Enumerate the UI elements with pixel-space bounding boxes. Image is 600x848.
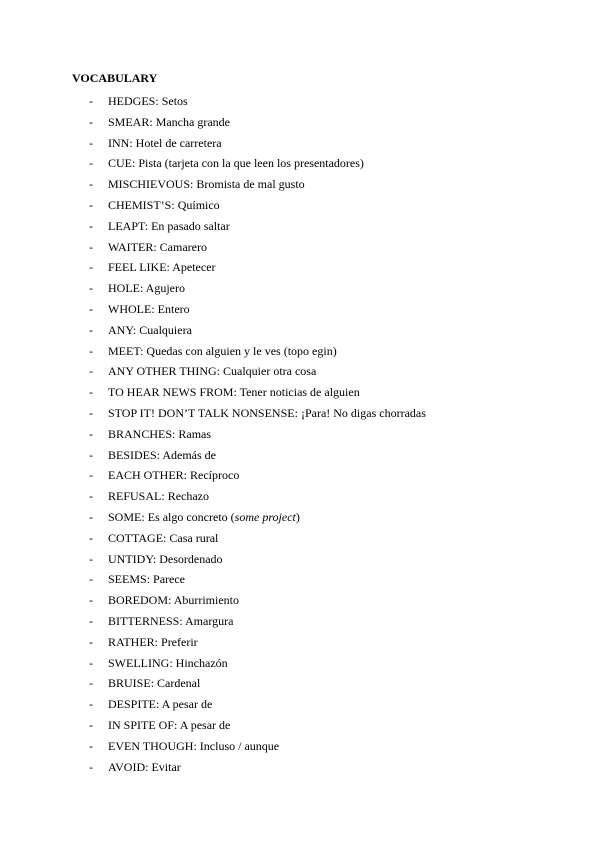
vocab-definition-suffix: ) — [295, 509, 300, 524]
vocab-entry: EVEN THOUGH: Incluso / aunque — [108, 738, 280, 753]
bullet-dash: - — [89, 697, 93, 712]
vocab-definition: A pesar de — [161, 697, 213, 712]
vocab-entry: COTTAGE: Casa rural — [108, 530, 219, 545]
vocab-entry: TO HEAR NEWS FROM: Tener noticias de alguien — [108, 385, 360, 400]
vocab-term: STOP IT! DON’T TALK NONSENSE — [108, 405, 295, 420]
bullet-dash: - — [89, 530, 93, 545]
vocab-definition: Es algo concreto ( — [147, 509, 235, 524]
bullet-dash: - — [89, 759, 93, 774]
bullet-dash: - — [89, 572, 93, 587]
bullet-dash: - — [89, 301, 93, 316]
vocab-entry: BESIDES: Además de — [108, 447, 217, 462]
vocab-entry: BRUISE: Cardenal — [108, 676, 201, 691]
vocab-definition: Evitar — [151, 759, 181, 774]
vocab-definition: Pista (tarjeta con la que leen los presentadores) — [138, 156, 364, 171]
vocab-term: BRANCHES — [108, 426, 173, 441]
vocab-term: CUE — [108, 156, 132, 171]
vocab-entry: FEEL LIKE: Apetecer — [108, 260, 216, 275]
bullet-dash: - — [89, 364, 93, 379]
vocab-term: MISCHIEVOUS — [108, 177, 191, 192]
vocab-definition: Tener noticias de alguien — [239, 385, 360, 400]
vocab-entry: ANY OTHER THING: Cualquier otra cosa — [108, 364, 317, 379]
bullet-dash: - — [89, 593, 93, 608]
vocab-term: SWELLING — [108, 655, 170, 670]
vocab-term: EACH OTHER — [108, 468, 184, 483]
vocab-term: BRUISE — [108, 676, 151, 691]
bullet-dash: - — [89, 322, 93, 337]
vocab-entry: WHOLE: Entero — [108, 301, 190, 316]
vocab-term: SMEAR — [108, 114, 150, 129]
vocab-definition: Además de — [162, 447, 217, 462]
bullet-dash: - — [89, 260, 93, 275]
vocab-entry: SEEMS: Parece — [108, 572, 186, 587]
bullet-dash: - — [89, 551, 93, 566]
vocab-term: AVOID — [108, 759, 146, 774]
vocab-entry: BOREDOM: Aburrimiento — [108, 593, 240, 608]
vocab-term: FEEL LIKE — [108, 260, 167, 275]
vocab-term: WAITER — [108, 239, 154, 254]
vocab-entry: STOP IT! DON’T TALK NONSENSE: ¡Para! No digas chorradas — [108, 405, 426, 420]
vocab-definition: Camarero — [159, 239, 207, 254]
vocab-term: RATHER — [108, 634, 155, 649]
vocab-definition: Mancha grande — [155, 114, 230, 129]
bullet-dash: - — [89, 509, 93, 524]
vocab-term: ANY OTHER THING — [108, 364, 217, 379]
vocab-entry: MISCHIEVOUS: Bromista de mal gusto — [108, 177, 305, 192]
vocab-definition: Desordenado — [159, 551, 223, 566]
vocab-definition: Amargura — [185, 613, 234, 628]
vocab-definition: Incluso / aunque — [199, 738, 280, 753]
vocab-term: REFUSAL — [108, 489, 162, 504]
vocab-entry: INN: Hotel de carretera — [108, 135, 222, 150]
vocab-term: SEEMS — [108, 572, 147, 587]
vocab-entry: CHEMIST’S: Químico — [108, 197, 220, 212]
bullet-dash: - — [89, 281, 93, 296]
vocab-entry: LEAPT: En pasado saltar — [108, 218, 230, 233]
vocab-entry: UNTIDY: Desordenado — [108, 551, 223, 566]
vocab-entry: BRANCHES: Ramas — [108, 426, 212, 441]
bullet-dash: - — [89, 676, 93, 691]
vocab-definition: Cualquier otra cosa — [223, 364, 317, 379]
vocab-term: DESPITE — [108, 697, 156, 712]
vocab-entry: MEET: Quedas con alguien y le ves (topo egin) — [108, 343, 337, 358]
vocab-term: LEAPT — [108, 218, 145, 233]
bullet-dash: - — [89, 385, 93, 400]
vocab-definition: Setos — [161, 94, 188, 108]
vocab-entry: BITTERNESS: Amargura — [108, 613, 234, 628]
vocab-term: UNTIDY — [108, 551, 153, 566]
vocab-entry: CUE: Pista (tarjeta con la que leen los presentadores) — [108, 156, 364, 171]
vocab-definition: Hinchazón — [175, 655, 228, 670]
vocab-term: WHOLE — [108, 301, 152, 316]
bullet-dash: - — [89, 177, 93, 192]
vocab-entry: HOLE: Agujero — [108, 281, 185, 296]
vocab-entry: ANY: Cualquiera — [108, 322, 192, 337]
vocab-term: HEDGES — [108, 94, 156, 108]
page-title: VOCABULARY — [72, 71, 158, 85]
vocab-definition: ¡Para! No digas chorradas — [300, 405, 426, 420]
vocab-definition: Químico — [177, 197, 220, 212]
vocab-definition: Rechazo — [167, 489, 209, 504]
vocab-definition: Apetecer — [172, 260, 216, 275]
bullet-dash: - — [89, 197, 93, 212]
vocab-definition: Entero — [157, 301, 190, 316]
vocab-term: INN — [108, 135, 130, 150]
vocab-term: SOME — [108, 509, 142, 524]
bullet-dash: - — [89, 135, 93, 150]
vocab-definition: Cardenal — [157, 676, 201, 691]
bullet-dash: - — [89, 613, 93, 628]
vocab-definition: Cualquiera — [139, 322, 192, 337]
vocab-entry: AVOID: Evitar — [108, 759, 181, 774]
bullet-dash: - — [89, 634, 93, 649]
vocab-definition: Preferir — [161, 634, 198, 649]
vocab-entry: DESPITE: A pesar de — [108, 697, 213, 712]
vocab-entry: SWELLING: Hinchazón — [108, 655, 228, 670]
vocab-entry: EACH OTHER: Recíproco — [108, 468, 240, 483]
vocab-term: BESIDES — [108, 447, 157, 462]
vocab-definition: Bromista de mal gusto — [196, 177, 305, 192]
vocab-definition: Quedas con alguien y le ves (topo egin) — [146, 343, 337, 358]
vocab-term: BITTERNESS — [108, 613, 180, 628]
bullet-dash: - — [89, 489, 93, 504]
vocab-entry: RATHER: Preferir — [108, 634, 198, 649]
vocab-definition: Parece — [153, 572, 186, 587]
vocab-term: MEET — [108, 343, 141, 358]
vocab-entry: WAITER: Camarero — [108, 239, 207, 254]
vocab-definition: Hotel de carretera — [135, 135, 222, 150]
vocab-term: HOLE — [108, 281, 140, 296]
bullet-dash: - — [89, 218, 93, 233]
bullet-dash: - — [89, 239, 93, 254]
bullet-dash: - — [89, 468, 93, 483]
bullet-dash: - — [89, 156, 93, 171]
vocab-definition: Ramas — [178, 426, 212, 441]
vocab-definition: Aburrimiento — [173, 593, 240, 608]
vocab-term: TO HEAR NEWS FROM — [108, 385, 234, 400]
vocab-term: CHEMIST’S — [108, 197, 172, 212]
bullet-dash: - — [89, 717, 93, 732]
vocab-entry: REFUSAL: Rechazo — [108, 489, 209, 504]
vocab-term: ANY — [108, 322, 133, 337]
vocab-definition: En pasado saltar — [151, 218, 230, 233]
bullet-dash: - — [89, 94, 93, 108]
bullet-dash: - — [89, 114, 93, 129]
vocab-entry: SMEAR: Mancha grande — [108, 114, 230, 129]
vocab-entry: SOME: Es algo concreto (some project) — [108, 509, 300, 524]
vocab-term: EVEN THOUGH — [108, 738, 194, 753]
bullet-dash: - — [89, 738, 93, 753]
vocab-example-note: some project — [234, 509, 296, 524]
bullet-dash: - — [89, 655, 93, 670]
vocab-definition: Recíproco — [190, 468, 240, 483]
vocab-entry: IN SPITE OF: A pesar de — [108, 717, 231, 732]
vocab-term: BOREDOM — [108, 593, 169, 608]
bullet-dash: - — [89, 343, 93, 358]
bullet-dash: - — [89, 447, 93, 462]
bullet-dash: - — [89, 426, 93, 441]
vocab-term: IN SPITE OF — [108, 717, 175, 732]
vocab-definition: Casa rural — [169, 530, 219, 545]
bullet-dash: - — [89, 405, 93, 420]
vocab-definition: A pesar de — [179, 717, 231, 732]
vocab-entry: HEDGES: Setos — [108, 94, 188, 108]
vocab-term: COTTAGE — [108, 530, 164, 545]
vocab-definition: Agujero — [145, 281, 185, 296]
